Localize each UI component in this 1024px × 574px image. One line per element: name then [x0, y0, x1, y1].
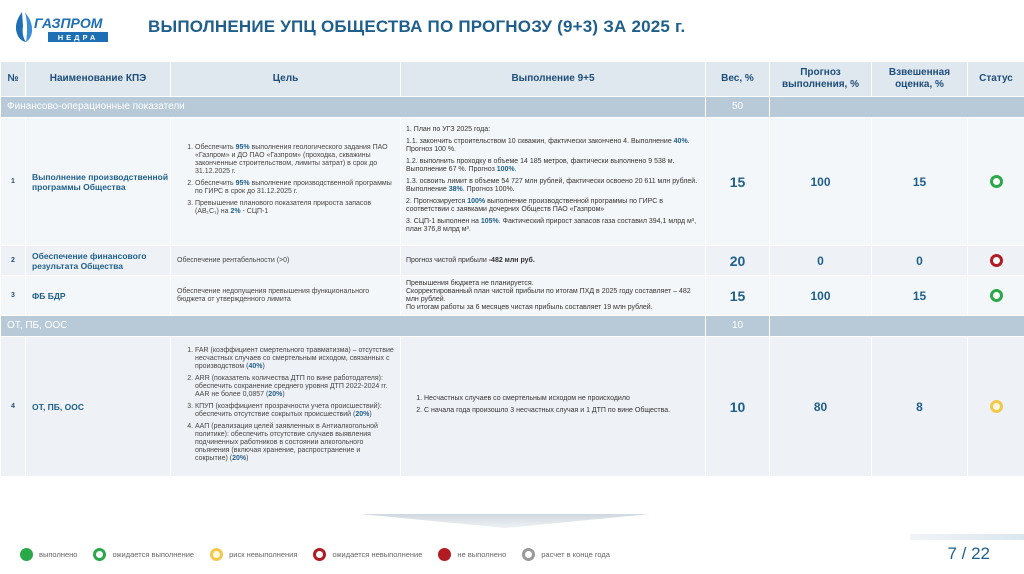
row-forecast: 100: [770, 118, 872, 246]
status-indicator-icon: [990, 175, 1003, 188]
row-num: 1: [1, 118, 26, 246]
row-goal: [171, 118, 401, 246]
filled-green-circle-icon: [20, 548, 33, 561]
table-row: [1, 337, 1024, 477]
exec-line: По итогам работы за 6 месяцев чистая прибыль составляет 19 млн рублей.: [406, 303, 653, 311]
logo-text: ГАЗПРОМ: [34, 15, 103, 31]
section-row: [1, 316, 1024, 337]
row-num: 2: [1, 246, 26, 276]
goal-item: 2. ARR (показатель количества ДТП по вине работодателя): обеспечить сохранение среднего уровня ДТП 2022-2024 гг. AAR не более 0,0857 (20%): [195, 375, 394, 399]
row-weight: 20: [706, 246, 770, 276]
row-forecast: 100: [770, 276, 872, 316]
logo-sub: НЕДРА: [57, 33, 99, 42]
table-row: [1, 118, 1024, 246]
row-exec: [401, 276, 706, 316]
legend-item: не выполнено: [438, 548, 506, 561]
row-status: [968, 246, 1024, 276]
row-exec: Прогноз чистой прибыли -482 млн руб.: [401, 246, 706, 276]
exec-line: 3. СЦП-1 выполнен на 105%. Фактический прирост запасов газа составил 394,1 млрд м³, план 376,8 млрд м³.: [406, 217, 697, 233]
table-header: [1, 62, 1024, 97]
col-weighted: Взвешенная оценка, %: [872, 62, 968, 97]
section-weight: 50: [706, 97, 770, 118]
row-kpe: Обеспечение финансового результата Общества: [26, 246, 171, 276]
row-kpe: Выполнение производственной программы Общества: [26, 118, 171, 246]
legend-item: выполнено: [20, 548, 77, 561]
row-weight: 15: [706, 118, 770, 246]
exec-item: 2. С начала года произошло 3 несчастных случая и 1 ДТП по вине Общества.: [424, 407, 700, 415]
row-weighted: 15: [872, 118, 968, 246]
goal-item: 3. Превышение планового показателя прироста запасов (АВ₁С₁) на 2% - СЦП-1: [195, 200, 394, 216]
exec-line: 2. Прогнозируется 100% выполнение производственной программы по ГИРС в соответствии с заявками дочерних Обществ ПАО «Газпром»: [406, 197, 663, 213]
row-kpe: ФБ БДР: [26, 276, 171, 316]
row-forecast: 0: [770, 246, 872, 276]
legend-item: ожидается невыполнение: [313, 548, 422, 561]
exec-item: 1. Несчастных случаев со смертельным исходом не происходило: [424, 395, 700, 403]
row-goal: Обеспечение рентабельности (>0): [171, 246, 401, 276]
row-status: [968, 118, 1024, 246]
row-exec: [401, 118, 706, 246]
section-label: Финансово-операционные показатели: [1, 97, 706, 118]
exec-line: 1. План по УГЗ 2025 года:: [406, 125, 491, 133]
section-weight: 10: [706, 316, 770, 337]
row-weight: 10: [706, 337, 770, 477]
col-status: Статус: [968, 62, 1024, 97]
goal-item: 3. КПУП (коэффициент прозрачности учета происшествий): обеспечить отсутствие сокрытых происшествий (20%): [195, 403, 394, 419]
exec-line: Превышения бюджета не планируется.: [406, 279, 534, 287]
scroll-down-arrow-icon: [360, 514, 650, 528]
row-goal: Обеспечение недопущения превышения функционального бюджета от утвержденного лимита: [171, 276, 401, 316]
col-exec: Выполнение 9+5: [401, 62, 706, 97]
exec-line: Скорректированный план чистой прибыли по итогам ПХД в 2025 году составляет – 482 млн рублей.: [406, 287, 691, 303]
goal-item: 4. ААП (реализация целей заявленных в Антиалкогольной политике): обеспечить отсутствие случаев выявления подчиненных работников в состоянии алкогольного опьянения (включая хранение, распространение и сокрытие) (20%): [195, 423, 394, 463]
col-kpe: Наименование КПЭ: [26, 62, 171, 97]
exec-line: 1.3. освоить лимит в объеме 54 727 млн рублей, фактически освоено 20 611 млн рублей. Выполнение 38%. Прогноз 100%.: [406, 177, 698, 193]
table-row: [1, 246, 1024, 276]
row-kpe: ОТ, ПБ, ООС: [26, 337, 171, 477]
row-exec: [401, 337, 706, 477]
page-number: 7 / 22: [947, 544, 990, 563]
row-status: [968, 337, 1024, 477]
kpi-table: [0, 61, 1024, 477]
filled-red-circle-icon: [438, 548, 451, 561]
goal-item: 2. Обеспечить 95% выполнение производственной программы по ГИРС в срок до 31.12.2025 г.: [195, 180, 394, 196]
goal-item: 1. FAR (коэффициент смертельного травматизма) – отсутствие несчастных случаев со смертельным исходом, связанных с производством (40%): [195, 347, 394, 371]
gazprom-nedra-logo: [10, 8, 110, 48]
goal-item: 1. Обеспечить 95% выполнения геологического задания ПАО «Газпром» и ДО ПАО «Газпром» (проходка, скважины законченные строительством, лимиты затрат) в срок до 31.12.2025 г.: [195, 144, 394, 176]
row-num: 4: [1, 337, 26, 477]
row-weighted: 8: [872, 337, 968, 477]
legend-item: риск невыполнения: [210, 548, 297, 561]
row-num: 3: [1, 276, 26, 316]
col-num: №: [1, 62, 26, 97]
col-weight: Вес, %: [706, 62, 770, 97]
yellow-ring-icon: [210, 548, 223, 561]
section-row: [1, 97, 1024, 118]
red-ring-icon: [313, 548, 326, 561]
section-label: ОТ, ПБ, ООС: [1, 316, 706, 337]
table-row: [1, 276, 1024, 316]
row-weighted: 15: [872, 276, 968, 316]
status-indicator-icon: [990, 254, 1003, 267]
row-weight: 15: [706, 276, 770, 316]
legend-item: ожидается выполнение: [93, 548, 194, 561]
status-legend: [20, 548, 622, 561]
row-weighted: 0: [872, 246, 968, 276]
row-status: [968, 276, 1024, 316]
status-indicator-icon: [990, 289, 1003, 302]
row-forecast: 80: [770, 337, 872, 477]
col-forecast: Прогноз выполнения, %: [770, 62, 872, 97]
status-indicator-icon: [990, 400, 1003, 413]
page-bar: [910, 534, 1024, 540]
page-title: ВЫПОЛНЕНИЕ УПЦ ОБЩЕСТВА ПО ПРОГНОЗУ (9+3) ЗА 2025 г.: [148, 17, 686, 36]
exec-line: 1.1. закончить строительством 10 скважин, фактически закончено 4. Выполнение 40%. Прогноз 100 %.: [406, 137, 690, 153]
exec-line: 1.2. выполнить проходку в объеме 14 185 метров, фактически выполнено 9 538 м. Выполнение 67 %. Прогноз 100%.: [406, 157, 675, 173]
row-goal: [171, 337, 401, 477]
green-ring-icon: [93, 548, 106, 561]
grey-ring-icon: [522, 548, 535, 561]
col-goal: Цель: [171, 62, 401, 97]
legend-item: расчет в конце года: [522, 548, 610, 561]
